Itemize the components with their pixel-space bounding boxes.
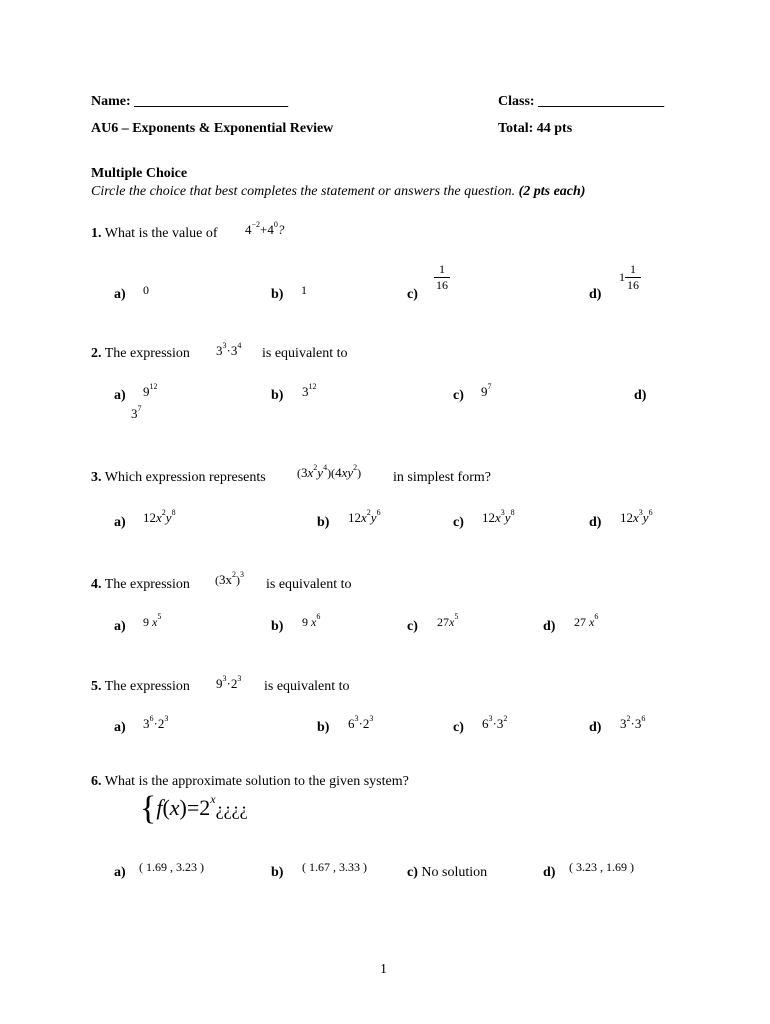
choice-4a: 9 $x^5$ xyxy=(143,612,162,629)
choice-label: a) xyxy=(114,865,126,880)
question-prompt: The expression xyxy=(104,679,190,694)
question-4-expression: $(3x^2)^3$ xyxy=(215,570,244,587)
choice-5c: $6^3\cdot 3^2$ xyxy=(482,714,508,731)
choice-label: b) xyxy=(271,287,284,302)
choice-2a-continued: $3^7$ xyxy=(131,404,142,421)
choice-label: b) xyxy=(271,619,284,634)
choice-label: a) xyxy=(114,515,126,530)
choice-label: c) xyxy=(453,720,464,735)
name-blank: ______________________ xyxy=(134,94,289,109)
question-1-expression: $4^{-2}+4^0$? xyxy=(245,220,285,237)
points-note: (2 pts each) xyxy=(518,184,586,199)
page-number: 1 xyxy=(380,962,387,977)
choice-label: b) xyxy=(317,720,330,735)
question-1 xyxy=(91,226,218,242)
class-label: Class: xyxy=(498,94,535,109)
choice-3a: $12x^2y^8$ xyxy=(143,508,176,525)
fraction: $\frac{1}{16}$ xyxy=(627,262,639,292)
choice-label: d) xyxy=(543,865,556,880)
class-blank: __________________ xyxy=(538,94,665,109)
fraction: $\frac{1}{16}$ xyxy=(436,262,448,292)
choice-5b: $6^3\cdot 2^3$ xyxy=(348,714,374,731)
choice-label: d) xyxy=(634,388,647,403)
choice-label: d) xyxy=(589,287,602,302)
choice-6b: ( 1.67 , 3.33 ) xyxy=(302,860,367,874)
question-number: 5. xyxy=(91,679,102,694)
question-number: 3. xyxy=(91,470,102,485)
choice-1a: 0 xyxy=(143,283,149,297)
choice-label: a) xyxy=(114,388,126,403)
choice-label: d) xyxy=(589,515,602,530)
question-prompt: What is the approximate solution to the given system? xyxy=(104,774,409,789)
question-4-suffix: is equivalent to xyxy=(266,577,352,592)
question-number: 1. xyxy=(91,226,102,241)
name-label: Name: xyxy=(91,94,131,109)
choice-3c: $12x^3y^8$ xyxy=(482,508,515,525)
choice-1c xyxy=(434,262,450,293)
choice-1b: 1 xyxy=(301,283,307,297)
choice-label: b) xyxy=(271,388,284,403)
choice-5d: $3^2\cdot 3^6$ xyxy=(620,714,646,731)
choice-label: d) xyxy=(543,619,556,634)
choice-3d: $12x^3y^6$ xyxy=(620,508,653,525)
choice-value: No solution xyxy=(421,865,488,880)
choice-label: d) xyxy=(589,720,602,735)
choice-2b: $3^{12}$ xyxy=(302,382,317,399)
question-number: 2. xyxy=(91,346,102,361)
choice-6d: ( 3.23 , 1.69 ) xyxy=(569,860,634,874)
question-prompt: What is the value of xyxy=(104,226,218,241)
question-2 xyxy=(91,346,190,362)
choice-3b: $12x^2y^6$ xyxy=(348,508,381,525)
choice-label: b) xyxy=(271,865,284,880)
question-number: 6. xyxy=(91,774,102,789)
choice-2a: $9^{12}$ xyxy=(143,382,158,399)
question-3 xyxy=(91,470,266,486)
choice-5a: $3^6\cdot 2^3$ xyxy=(143,714,169,731)
class-field xyxy=(498,94,664,110)
choice-label: c) xyxy=(453,515,464,530)
question-6-system: {$f(x)=2^x¿¿¿¿$ xyxy=(140,790,248,827)
instructions-text: Circle the choice that best completes the statement or answers the question. xyxy=(91,184,516,199)
question-5-expression: $9^3\cdot 2^3$ xyxy=(216,674,242,691)
choice-4c: $27x^5$ xyxy=(437,612,459,629)
choice-4b: 9 $x^6$ xyxy=(302,612,321,629)
choice-label: a) xyxy=(114,720,126,735)
choice-label: c) xyxy=(407,619,418,634)
question-prompt: The expression xyxy=(104,346,190,361)
question-5 xyxy=(91,679,190,695)
section-instructions xyxy=(91,184,585,200)
choice-2c: $9^7$ xyxy=(481,382,492,399)
question-number: 4. xyxy=(91,577,102,592)
choice-4d: 27 $x^6$ xyxy=(574,612,599,629)
choice-label: b) xyxy=(317,515,330,530)
question-4 xyxy=(91,577,190,593)
question-prompt: Which expression represents xyxy=(104,470,266,485)
choice-1d: 1 $\frac{1}{16}$ xyxy=(619,262,639,292)
question-prompt: The expression xyxy=(104,577,190,592)
choice-label: c) xyxy=(407,287,418,302)
section-title: Multiple Choice xyxy=(91,166,188,181)
choice-label: c) xyxy=(407,865,418,880)
choice-label: a) xyxy=(114,619,126,634)
choice-label: c) xyxy=(453,388,464,403)
name-field xyxy=(91,94,288,110)
document-title: AU6 – Exponents & Exponential Review xyxy=(91,121,334,136)
choice-6a: ( 1.69 , 3.23 ) xyxy=(139,860,204,874)
question-3-suffix: in simplest form? xyxy=(393,470,491,485)
question-2-expression: $3^3\cdot 3^4$ xyxy=(216,341,242,358)
question-2-suffix: is equivalent to xyxy=(262,346,348,361)
choice-6c xyxy=(407,865,487,881)
question-6 xyxy=(91,774,409,790)
choice-label: a) xyxy=(114,287,126,302)
question-5-suffix: is equivalent to xyxy=(264,679,350,694)
total-points: Total: 44 pts xyxy=(498,121,573,136)
question-3-expression: $(3x^2y^4)(4xy^2)$ xyxy=(297,463,362,480)
